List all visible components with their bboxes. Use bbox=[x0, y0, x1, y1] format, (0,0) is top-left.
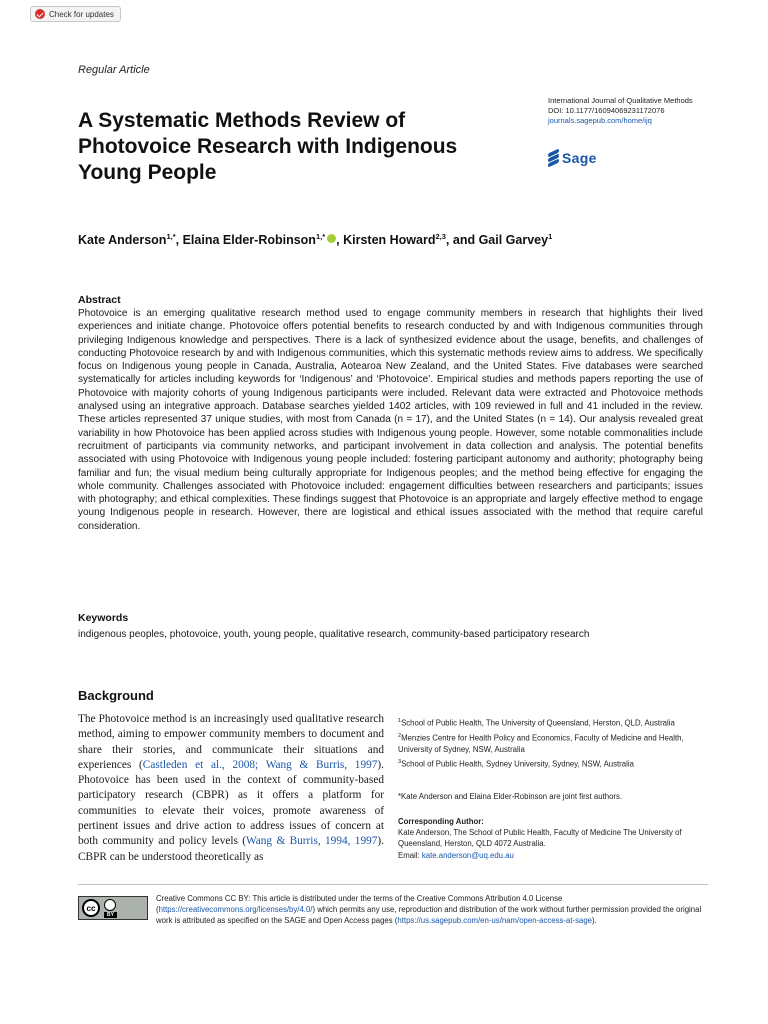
article-type: Regular Article bbox=[78, 64, 150, 76]
affiliation-marker: 1 bbox=[398, 718, 402, 724]
abstract-text: Photovoice is an emerging qualitative research method used to engage community members in research that highlights their lived experiences and initiate change. Photovoice offers potential benefits to research conducted by and with Indigenous communities through privileging Indigenous knowledge and perspectives. There is a lack of synthesized evidence about the usage, benefits, and challenges of conducting Photovoice research by and with Indigenous communities, which this systematic methods review aims to address. We specifically focus on Indigenous young people in Canada, Australia, Aotearoa New Zealand, and the United States. Five databases were searched systematically for articles including keywords for ‘Indigenous’ and ‘Photovoice’. Empirical studies and methods papers reporting the use of Photovoice with majority cohorts of young Indigenous participants were included. Relevant data were extracted and Photovoice methods analysed using an integrative approach. Database searches yielded 1402 articles, with 109 reviewed in full and 41 included in the review. These articles represented 37 unique studies, with most from Canada (n = 17), and the United States (n = 14). Our analysis revealed great variability in how Photovoice has been applied across studies with Indigenous young people. However, some notable commonalities include recruitment of participants via community networks, and participant involvement in data collection and analysis. The potential benefits associated with using Photovoice with Indigenous young people included: fostering participant autonomy and authority; photography being familiar and fun; the visual medium being culturally appropriate for Indigenous peoples; and the method being effective for engaging the whole community. Challenges associated with Photovoice included: engagement difficulties between researchers and participants; issues with photography; and ethical complexities. These findings suggest that Photovoice is an appropriate and largely effective method to engage young Indigenous people in research. However, there are logistical and ethical issues associated with the method that require careful consideration. bbox=[78, 308, 703, 532]
license-text-part: ). bbox=[592, 916, 597, 926]
sage-mark-icon bbox=[548, 151, 559, 165]
author-separator: , bbox=[175, 233, 183, 248]
author-separator: , and bbox=[445, 233, 479, 248]
email-label: Email: bbox=[398, 850, 422, 860]
cc-icon: cc bbox=[82, 899, 100, 917]
affiliations bbox=[398, 716, 708, 772]
author-affiliation-marker: 1 bbox=[548, 232, 553, 241]
author-name: Kirsten Howard bbox=[343, 233, 436, 248]
journal-name: International Journal of Qualitative Methods bbox=[548, 96, 693, 105]
license-link[interactable]: https://creativecommons.org/licenses/by/4.0/ bbox=[158, 905, 313, 915]
keywords-heading: Keywords bbox=[78, 612, 129, 624]
author-name: Elaina Elder-Robinson bbox=[182, 233, 316, 248]
by-label: BY bbox=[104, 912, 117, 918]
corresponding-author bbox=[398, 816, 708, 861]
check-for-updates-label: Check for updates bbox=[49, 9, 114, 19]
by-icon bbox=[104, 899, 117, 918]
check-for-updates-button[interactable] bbox=[30, 6, 121, 22]
license-divider bbox=[78, 884, 708, 885]
author-affiliation-marker: 1,* bbox=[166, 232, 176, 241]
citation-link[interactable]: Wang & Burris, 1994, 1997 bbox=[246, 835, 378, 848]
background-paragraph bbox=[78, 712, 384, 865]
author-separator: , bbox=[336, 233, 344, 248]
affiliation-item bbox=[398, 757, 708, 770]
license-text-part: Creative Commons CC BY: This article is distributed under the terms of the Creative Commons Attribution 4.0 License ( bbox=[156, 894, 563, 915]
background-text: ). Photovoice has been used in the context of community-based participatory research (CBPR) as it offers a platform for communities to elevate their voices, promote awareness of pertinent issues and drive action to address issues of concern at both community and policy levels ( bbox=[78, 758, 384, 848]
paper-title: A Systematic Methods Review of Photovoice Research with Indigenous Young People bbox=[78, 109, 458, 184]
affiliation-text: Menzies Centre for Health Policy and Economics, Faculty of Medicine and Health, University of Sydney, NSW, Australia bbox=[398, 733, 684, 754]
corresponding-email-line bbox=[398, 850, 708, 861]
affiliation-text: School of Public Health, The University of Queensland, Herston, QLD, Australia bbox=[401, 718, 675, 728]
affiliation-item bbox=[398, 731, 708, 755]
person-icon bbox=[104, 899, 116, 911]
journal-url[interactable]: journals.sagepub.com/home/ijq bbox=[548, 116, 652, 125]
affiliation-item bbox=[398, 716, 708, 729]
cc-by-badge bbox=[78, 896, 148, 920]
license-text bbox=[156, 893, 716, 927]
corresponding-address: Kate Anderson, The School of Public Health, Faculty of Medicine The University of Queensland, Herston, QLD 4072 Australia. bbox=[398, 828, 682, 849]
orcid-icon[interactable] bbox=[327, 234, 336, 243]
citation-link[interactable]: Castleden et al., 2008; Wang & Burris, 1997 bbox=[142, 758, 378, 771]
author-affiliation-marker: 2,3 bbox=[435, 232, 446, 241]
affiliation-text: School of Public Health, Sydney University, Sydney, NSW, Australia bbox=[401, 759, 634, 769]
sage-logo bbox=[548, 150, 597, 166]
joint-first-note: *Kate Anderson and Elaina Elder-Robinson are joint first authors. bbox=[398, 792, 623, 801]
author-name: Gail Garvey bbox=[478, 233, 549, 248]
journal-doi[interactable]: DOI: 10.1177/16094069231172076 bbox=[548, 106, 665, 115]
journal-metadata bbox=[548, 96, 748, 126]
author-name: Kate Anderson bbox=[78, 233, 167, 248]
affiliation-marker: 3 bbox=[398, 758, 402, 765]
check-icon bbox=[35, 9, 45, 19]
background-heading: Background bbox=[78, 688, 154, 703]
author-affiliation-marker: 1,* bbox=[315, 232, 326, 241]
open-access-link[interactable]: https://us.sagepub.com/en-us/nam/open-access-at-sage bbox=[397, 916, 593, 926]
keywords-text: indigenous peoples, photovoice, youth, young people, qualitative research, community-based participatory research bbox=[78, 629, 590, 640]
author-list bbox=[78, 232, 698, 247]
abstract-heading: Abstract bbox=[78, 294, 121, 306]
email-link[interactable]: kate.anderson@uq.edu.au bbox=[421, 850, 514, 860]
publisher-name: Sage bbox=[562, 150, 597, 166]
license-text-part: ) which permits any use, reproduction and distribution of the work without further permission provided the original work is attributed as specified on the SAGE and Open Access pages ( bbox=[156, 905, 702, 926]
background-text: ). CBPR can be understood theoretically as bbox=[78, 835, 384, 863]
corresponding-heading: Corresponding Author: bbox=[398, 817, 484, 826]
affiliation-marker: 2 bbox=[398, 732, 402, 739]
background-text: The Photovoice method is an increasingly used qualitative research method, aiming to empower community members to document and share their stories, and communicate their situations and experiences ( bbox=[78, 713, 384, 771]
